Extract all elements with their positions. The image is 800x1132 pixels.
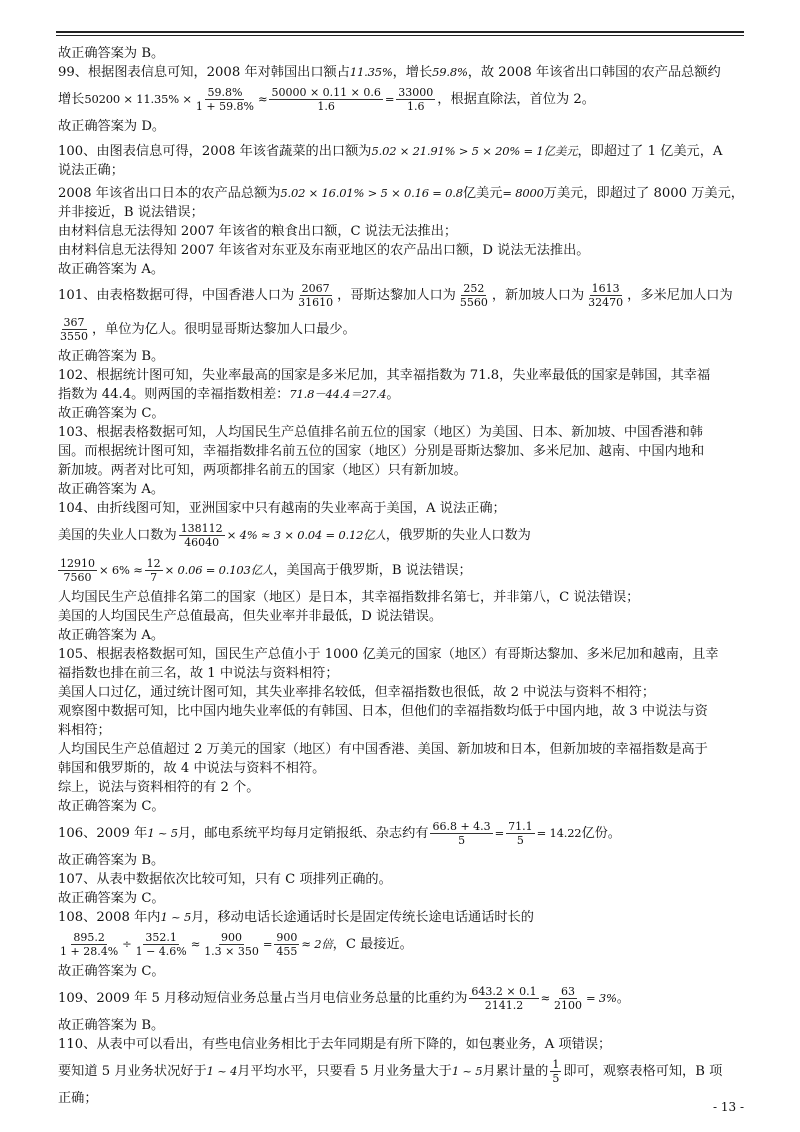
text-line: 综上，说法与资料相符的有 2 个。 bbox=[58, 780, 260, 795]
text-line: 故正确答案为 B。 bbox=[58, 853, 165, 868]
text-line: 说法正确； bbox=[58, 163, 124, 178]
formula-line: 106、2009 年1 ~ 5月，邮电系统平均每月定销报纸、杂志约有 $\frac{66.8 + 4.3}{5}$ = $\frac{71.1}{5}$ = 14.22亿份。 bbox=[58, 820, 621, 847]
text-line: 104、由折线图可知，亚洲国家中只有越南的失业率高于美国，A 说法正确； bbox=[58, 501, 506, 516]
formula-line: 增长50200 × 11.35% × $\frac{59.8\%}{1 + 59.8\%}$ ≈ $\frac{50000 \times 0.11 \times 0.6}{1.6}$ = $\frac{33000}{1.6}$ ，根据直除法，首位为 2。 bbox=[58, 86, 595, 113]
header-rule-thin bbox=[56, 35, 744, 36]
answer-explanations bbox=[58, 44, 748, 1108]
text-line: 107、从表中数据依次比较可知，只有 C 项排列正确的。 bbox=[58, 872, 392, 887]
text-line: 故正确答案为 A。 bbox=[58, 482, 165, 497]
text-line: 由材料信息无法得知 2007 年该省的粮食出口额，C 说法无法推出； bbox=[58, 224, 458, 239]
text-line: 故正确答案为 C。 bbox=[58, 891, 165, 906]
formula-line: $\frac{12910}{7560}$ × 6% ≈ $\frac{12}{7}$ × 0.06 = 0.103亿人，美国高于俄罗斯，B 说法错误； bbox=[60, 557, 472, 584]
text-line: 观察图中数据可知，比中国内地失业率低的有韩国、日本，但他们的幸福指数均低于中国内地，故 3 中说法与资 bbox=[58, 704, 708, 719]
formula-line: 美国的失业人口数为 $\frac{138112}{46040}$ × 4% ≈ 3 × 0.04 = 0.12亿人，俄罗斯的失业人口数为 bbox=[58, 522, 531, 549]
text-line: 故正确答案为 B。 bbox=[58, 1018, 165, 1033]
text-line: 2008 年该省出口日本的农产品总额为5.02 × 16.01% > 5 × 0.16 = 0.8亿美元= 8000万美元，即超过了 8000 万美元， bbox=[58, 186, 744, 201]
text-line: 美国的人均国民生产总值最高，但失业率并非最低，D 说法错误。 bbox=[58, 609, 443, 624]
text-line: 105、根据表格数据可知，国民生产总值小于 1000 亿美元的国家（地区）有哥斯达黎加、多米尼加和越南，且幸 bbox=[58, 647, 719, 662]
header-rule-thick bbox=[56, 31, 744, 33]
text-line: 故正确答案为 A。 bbox=[58, 628, 165, 643]
text-line: 国。而根据统计图可知，幸福指数排名前五位的国家（地区）分别是哥斯达黎加、多米尼加、越南、中国内地和 bbox=[58, 444, 705, 459]
formula-line: 要知道 5 月业务状况好于1 ~ 4月平均水平，只要看 5 月业务量大于1 ~ 5月累计量的 $\frac{1}{5}$ 即可，观察表格可知，B 项 bbox=[58, 1058, 723, 1085]
text-line: 指数为 44.4。则两国的幸福指数相差：71.8－44.4＝27.4。 bbox=[58, 387, 400, 402]
text-line: 110、从表中可以看出，有些电信业务相比于去年同期是有所下降的，如包裹业务，A 项错误； bbox=[58, 1037, 612, 1052]
text-line: 料相符； bbox=[58, 723, 111, 738]
formula-line: $\frac{895.2}{1 + 28.4\%}$ ÷ $\frac{352.1}{1 - 4.6\%}$ ≈ $\frac{900}{1.3 \times 350}$ = $\frac{900}{455}$ ≈ 2倍，C 最接近。 bbox=[60, 931, 413, 958]
text-line: 故正确答案为 C。 bbox=[58, 406, 165, 421]
text-line: 由材料信息无法得知 2007 年该省对东亚及东南亚地区的农产品出口额，D 说法无法推出。 bbox=[58, 243, 590, 258]
text-line: 美国人口过亿，通过统计图可知，其失业率排名较低，但幸福指数也很低，故 2 中说法与资料不相符； bbox=[58, 685, 656, 700]
text-line: 韩国和俄罗斯的，故 4 中说法与资料不相符。 bbox=[58, 761, 326, 776]
text-line: 正确； bbox=[58, 1091, 98, 1106]
text-line: 故正确答案为 A。 bbox=[58, 262, 165, 277]
text-line: 100、由图表信息可得，2008 年该省蔬菜的出口额为5.02 × 21.91% > 5 × 20% = 1亿美元，即超过了 1 亿美元，A bbox=[58, 144, 723, 159]
text-line: 103、根据表格数据可知，人均国民生产总值排名前五位的国家（地区）为美国、日本、新加坡、中国香港和韩 bbox=[58, 425, 703, 440]
text-line: 新加坡。两者对比可知，两项都排名前五的国家（地区）只有新加坡。 bbox=[58, 463, 467, 478]
formula-line: $\frac{367}{3550}$ ，单位为亿人。很明显哥斯达黎加人口最少。 bbox=[60, 316, 356, 343]
text-line: 102、根据统计图可知，失业率最高的国家是多米尼加，其幸福指数为 71.8，失业率最低的国家是韩国，其幸福 bbox=[58, 368, 711, 383]
text-line: 99、根据图表信息可知，2008 年对韩国出口额占11.35%，增长59.8%，故 2008 年该省出口韩国的农产品总额约 bbox=[58, 65, 721, 80]
formula-line: 101、由表格数据可得，中国香港人口为 $\frac{2067}{31610}$ ，哥斯达黎加人口为 $\frac{252}{5560}$ ，新加坡人口为 $\frac{1613}{32470}$ ，多米尼加人口为 bbox=[58, 282, 733, 309]
text-line: 故正确答案为 C。 bbox=[58, 964, 165, 979]
text-line: 福指数也排在前三名，故 1 中说法与资料相符； bbox=[58, 666, 339, 681]
text-line: 人均国民生产总值超过 2 万美元的国家（地区）有中国香港、美国、新加坡和日本，但新加坡的幸福指数是高于 bbox=[58, 742, 708, 757]
text-line: 故正确答案为 D。 bbox=[58, 119, 166, 134]
text-line: 故正确答案为 B。 bbox=[58, 349, 165, 364]
text-line: 故正确答案为 B。 bbox=[58, 46, 165, 61]
text-line: 故正确答案为 C。 bbox=[58, 799, 165, 814]
page-number: - 13 - bbox=[712, 1100, 744, 1114]
text-line: 并非接近，B 说法错误； bbox=[58, 205, 204, 220]
text-line: 人均国民生产总值排名第二的国家（地区）是日本，其幸福指数排名第七，并非第八，C 说法错误； bbox=[58, 590, 640, 605]
text-line: 108、2008 年内1 ~ 5月，移动电话长途通话时长是固定传统长途电话通话时长的 bbox=[58, 910, 534, 925]
formula-line: 109、2009 年 5 月移动短信业务总量占当月电信业务总量的比重约为 $\frac{643.2 \times 0.1}{2141.2}$ ≈ $\frac{63}{2100}$ = 3%。 bbox=[58, 985, 630, 1012]
